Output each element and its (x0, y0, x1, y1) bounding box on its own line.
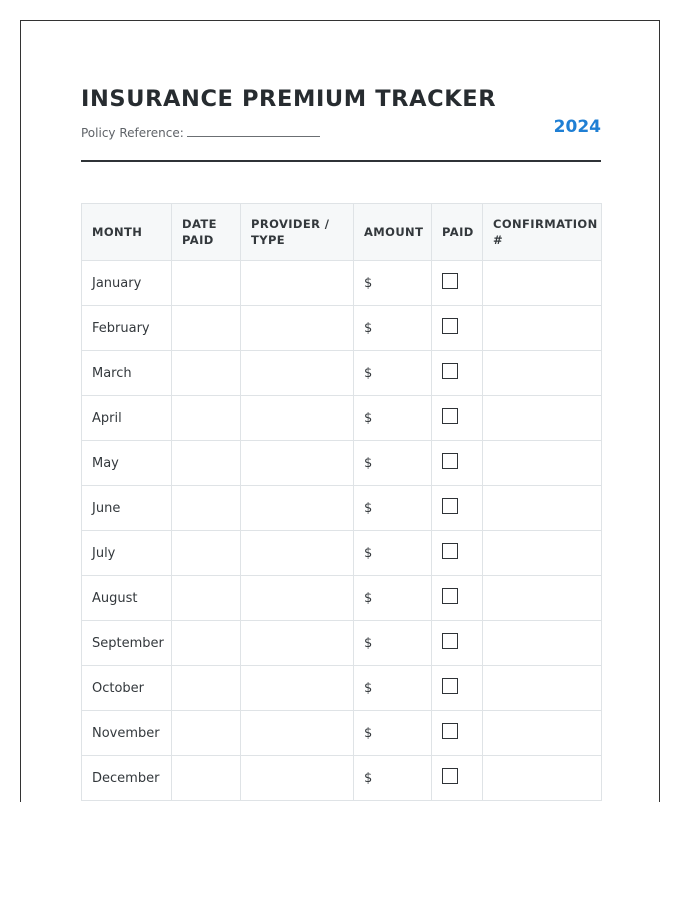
provider-cell[interactable] (241, 576, 354, 621)
date-paid-cell[interactable] (172, 576, 241, 621)
confirmation-cell[interactable] (483, 621, 602, 666)
table-row (82, 711, 602, 756)
month-cell: January (82, 261, 172, 306)
month-cell: April (82, 396, 172, 441)
amount-cell[interactable] (354, 666, 432, 711)
paid-checkbox[interactable] (442, 588, 458, 604)
confirmation-cell[interactable] (483, 306, 602, 351)
paid-cell (432, 756, 483, 801)
confirmation-cell[interactable] (483, 756, 602, 801)
provider-cell[interactable] (241, 306, 354, 351)
policy-reference (81, 125, 320, 140)
paid-cell (432, 711, 483, 756)
policy-reference-field[interactable] (187, 125, 320, 137)
paid-checkbox[interactable] (442, 723, 458, 739)
confirmation-cell[interactable] (483, 396, 602, 441)
paid-checkbox[interactable] (442, 273, 458, 289)
paid-cell (432, 576, 483, 621)
amount-cell[interactable] (354, 711, 432, 756)
month-cell: November (82, 711, 172, 756)
header-divider (81, 160, 601, 162)
currency-symbol: $ (364, 500, 373, 516)
month-cell: August (82, 576, 172, 621)
date-paid-cell[interactable] (172, 261, 241, 306)
date-paid-cell[interactable] (172, 306, 241, 351)
paid-checkbox[interactable] (442, 408, 458, 424)
month-cell: September (82, 621, 172, 666)
provider-cell[interactable] (241, 531, 354, 576)
column-header-provider: PROVIDER / TYPE (241, 204, 354, 261)
paid-cell (432, 396, 483, 441)
paid-checkbox[interactable] (442, 363, 458, 379)
month-cell: July (82, 531, 172, 576)
table-row (82, 306, 602, 351)
column-header-confirmation: CONFIRMATION # (483, 204, 602, 261)
provider-cell[interactable] (241, 621, 354, 666)
paid-checkbox[interactable] (442, 543, 458, 559)
confirmation-cell[interactable] (483, 711, 602, 756)
date-paid-cell[interactable] (172, 441, 241, 486)
currency-symbol: $ (364, 725, 373, 741)
table-header-row (82, 204, 602, 261)
amount-cell[interactable] (354, 441, 432, 486)
currency-symbol: $ (364, 590, 373, 606)
amount-cell[interactable] (354, 756, 432, 801)
paid-checkbox[interactable] (442, 678, 458, 694)
paid-cell (432, 486, 483, 531)
year-label: 2024 (553, 117, 601, 137)
confirmation-cell[interactable] (483, 666, 602, 711)
table-row (82, 531, 602, 576)
column-header-paid: PAID (432, 204, 483, 261)
month-cell: March (82, 351, 172, 396)
table-row (82, 621, 602, 666)
amount-cell[interactable] (354, 261, 432, 306)
confirmation-cell[interactable] (483, 531, 602, 576)
currency-symbol: $ (364, 635, 373, 651)
provider-cell[interactable] (241, 711, 354, 756)
provider-cell[interactable] (241, 756, 354, 801)
paid-checkbox[interactable] (442, 633, 458, 649)
date-paid-cell[interactable] (172, 531, 241, 576)
confirmation-cell[interactable] (483, 486, 602, 531)
confirmation-cell[interactable] (483, 576, 602, 621)
amount-cell[interactable] (354, 306, 432, 351)
date-paid-cell[interactable] (172, 396, 241, 441)
amount-cell[interactable] (354, 621, 432, 666)
column-header-month: MONTH (82, 204, 172, 261)
amount-cell[interactable] (354, 486, 432, 531)
provider-cell[interactable] (241, 261, 354, 306)
amount-cell[interactable] (354, 396, 432, 441)
currency-symbol: $ (364, 770, 373, 786)
column-header-amount: AMOUNT (354, 204, 432, 261)
currency-symbol: $ (364, 455, 373, 471)
provider-cell[interactable] (241, 441, 354, 486)
amount-cell[interactable] (354, 576, 432, 621)
paid-cell (432, 666, 483, 711)
provider-cell[interactable] (241, 351, 354, 396)
paid-cell (432, 351, 483, 396)
date-paid-cell[interactable] (172, 621, 241, 666)
month-cell: February (82, 306, 172, 351)
provider-cell[interactable] (241, 396, 354, 441)
table-row (82, 261, 602, 306)
paid-checkbox[interactable] (442, 768, 458, 784)
currency-symbol: $ (364, 275, 373, 291)
date-paid-cell[interactable] (172, 351, 241, 396)
currency-symbol: $ (364, 545, 373, 561)
month-cell: May (82, 441, 172, 486)
policy-reference-label: Policy Reference: (81, 126, 184, 140)
month-cell: October (82, 666, 172, 711)
provider-cell[interactable] (241, 666, 354, 711)
table-row (82, 756, 602, 801)
confirmation-cell[interactable] (483, 441, 602, 486)
paid-cell (432, 441, 483, 486)
paid-cell (432, 621, 483, 666)
date-paid-cell[interactable] (172, 666, 241, 711)
provider-cell[interactable] (241, 486, 354, 531)
paid-cell (432, 261, 483, 306)
date-paid-cell[interactable] (172, 756, 241, 801)
table-row (82, 351, 602, 396)
currency-symbol: $ (364, 320, 373, 336)
paid-checkbox[interactable] (442, 318, 458, 334)
confirmation-cell[interactable] (483, 261, 602, 306)
currency-symbol: $ (364, 410, 373, 426)
confirmation-cell[interactable] (483, 351, 602, 396)
amount-cell[interactable] (354, 531, 432, 576)
page-title: INSURANCE PREMIUM TRACKER (81, 86, 497, 112)
table-row (82, 576, 602, 621)
amount-cell[interactable] (354, 351, 432, 396)
paid-checkbox[interactable] (442, 453, 458, 469)
month-cell: June (82, 486, 172, 531)
month-cell: December (82, 756, 172, 801)
currency-symbol: $ (364, 680, 373, 696)
table-row (82, 666, 602, 711)
table-row (82, 396, 602, 441)
premium-table (81, 203, 602, 801)
paid-cell (432, 531, 483, 576)
table-row (82, 441, 602, 486)
date-paid-cell[interactable] (172, 486, 241, 531)
paid-checkbox[interactable] (442, 498, 458, 514)
column-header-date-paid: DATE PAID (172, 204, 241, 261)
date-paid-cell[interactable] (172, 711, 241, 756)
currency-symbol: $ (364, 365, 373, 381)
table-row (82, 486, 602, 531)
paid-cell (432, 306, 483, 351)
